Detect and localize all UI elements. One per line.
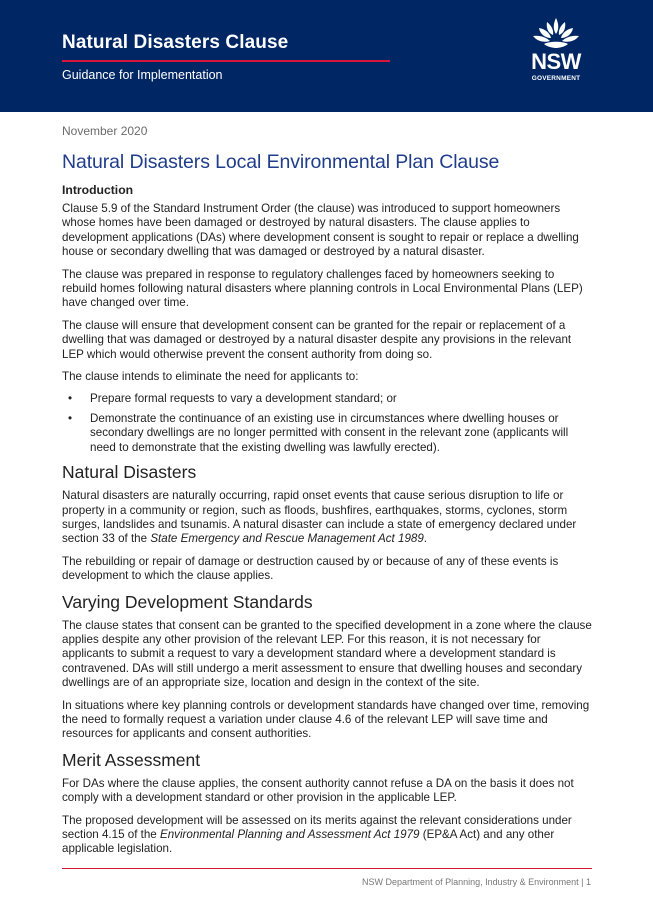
bullet-icon: •: [68, 392, 73, 406]
list-item-text: Demonstrate the continuance of an existing use in circumstances where dwelling houses or secondary dwellings are no longer permitted with consent in the relevant zone (applicants will need to demonstrate that the existing dwelling was lawfully erected).: [90, 411, 569, 454]
paragraph: For DAs where the clause applies, the consent authority cannot refuse a DA on the basis it does not comply with a development standard or other provision in the applicable LEP.: [62, 776, 574, 805]
paragraph-text: Natural disasters are naturally occurring, rapid onset events that cause serious disruption to life or property in a community or region, such as floods, bushfires, earthquakes, storms, cyclones, storm surges, landslides and tsunamis. A natural disaster can include a state of emergency declared under section 33 of the: [62, 489, 577, 546]
logo-government-text: GOVERNMENT: [531, 75, 581, 82]
header-banner: [0, 0, 653, 112]
document-subtitle: Guidance for Implementation: [62, 68, 223, 82]
paragraph: The clause was prepared in response to regulatory challenges faced by homeowners seeking to rebuild homes following natural disasters where planning controls in Local Environmental Plans (LEP) have changed over time.: [62, 267, 583, 310]
publication-date: November 2020: [62, 124, 148, 138]
section-heading-natural-disasters: Natural Disasters: [62, 462, 197, 483]
title-divider: [62, 60, 390, 62]
document-title: Natural Disasters Clause: [62, 32, 289, 53]
waratah-icon: [530, 16, 582, 52]
page-title: Natural Disasters Local Environmental Plan Clause: [62, 151, 500, 173]
bullet-icon: •: [68, 411, 73, 425]
footer-divider: [62, 868, 592, 869]
paragraph: In situations where key planning controls or development standards have changed over time, removing the need to formally request a variation under clause 4.6 of the relevant LEP will save time and resources for applicants and consent authorities.: [62, 698, 590, 741]
paragraph-text: (EP&A Act) and any other applicable legislation.: [62, 828, 555, 856]
document-body: [62, 124, 592, 865]
act-citation: Environmental Planning and Assessment Act 1979: [159, 828, 420, 841]
section-heading-introduction: Introduction: [62, 183, 134, 197]
paragraph: The clause will ensure that development consent can be granted for the repair or replacement of a dwelling that was damaged or destroyed by a natural disaster despite any provisions in the relevant LEP which would otherwise prevent the consent authority from doing so.: [62, 318, 572, 361]
list-item: [62, 412, 592, 455]
paragraph: The clause intends to eliminate the need for applicants to:: [62, 370, 359, 384]
page-footer: NSW Department of Planning, Industry & Environment | 1: [362, 877, 591, 887]
act-citation: State Emergency and Rescue Management Act 1989: [150, 532, 424, 546]
list-item-text: Prepare formal requests to vary a development standard; or: [90, 392, 397, 406]
paragraph: The clause states that consent can be granted to the specified development in a zone where the clause applies despite any other provision of the relevant LEP. For this reason, it is not necessary for applicants to submit a request to vary a development standard where a development standard is contravened. DAs will still undergo a merit assessment to ensure that dwelling houses and secondary dwellings are of an appropriate size, location and design in the context of the site.: [62, 618, 592, 690]
section-heading-varying-standards: Varying Development Standards: [62, 591, 313, 612]
paragraph: [62, 489, 592, 547]
list-item: [62, 392, 592, 406]
logo-nsw-text: NSW: [531, 49, 581, 74]
paragraph-text: .: [423, 532, 428, 546]
paragraph: The rebuilding or repair of damage or destruction caused by or because of any of these events is development to which the clause applies.: [62, 554, 559, 583]
paragraph: Clause 5.9 of the Standard Instrument Order (the clause) was introduced to support homeowners whose homes have been damaged or destroyed by natural disasters. The clause applies to development applications (DAs) where development consent is sought to repair or replace a dwelling house or secondary dwelling that was damaged or destroyed by a natural disaster.: [62, 202, 579, 259]
section-heading-merit-assessment: Merit Assessment: [62, 749, 201, 770]
bullet-list: [62, 392, 592, 455]
nsw-government-logo: [522, 16, 590, 88]
paragraph: [62, 814, 592, 857]
paragraph-text: The proposed development will be assessed on its merits against the relevant considerations under section 4.15 of the: [62, 813, 572, 841]
